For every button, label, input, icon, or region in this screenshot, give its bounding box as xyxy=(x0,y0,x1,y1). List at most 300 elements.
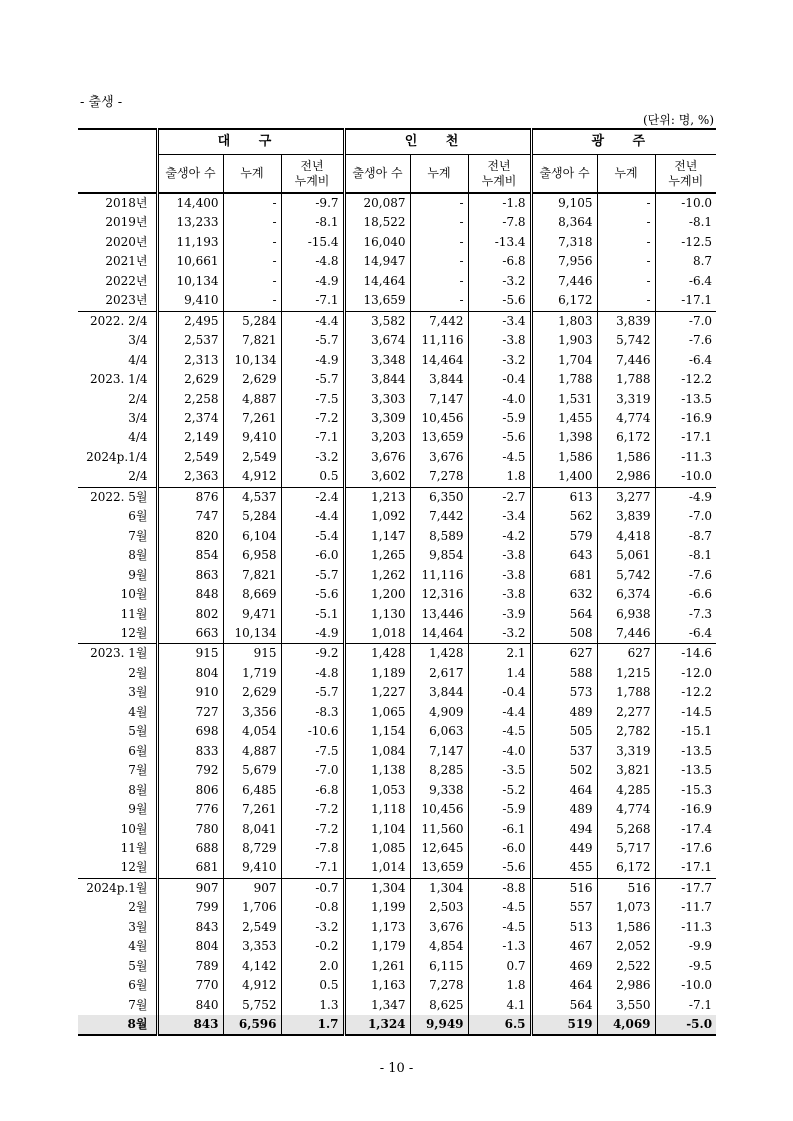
cell-daegu-cumulative: 4,912 xyxy=(223,467,281,487)
cell-incheon-yoy: -4.5 xyxy=(468,898,531,917)
cell-daegu-births: 907 xyxy=(157,878,223,898)
cell-daegu-births: 843 xyxy=(157,918,223,937)
cell-gwangju-yoy: -12.2 xyxy=(655,683,716,702)
row-label: 4월 xyxy=(128,939,148,954)
row-label: 2/4 xyxy=(128,469,148,484)
cell-daegu-births: 820 xyxy=(157,527,223,546)
cell-daegu-yoy: -5.6 xyxy=(281,585,344,604)
cell-gwangju-births: 494 xyxy=(531,820,597,839)
row-label: 2024p.1/4 xyxy=(86,449,148,464)
table-row xyxy=(78,839,716,858)
cell-incheon-cumulative: - xyxy=(410,291,468,311)
cell-incheon-cumulative: 9,949 xyxy=(410,1015,468,1035)
cell-incheon-yoy: -13.4 xyxy=(468,233,531,252)
table-row xyxy=(78,428,716,447)
cell-incheon-yoy: -3.8 xyxy=(468,585,531,604)
row-label: 6월 xyxy=(128,978,148,993)
cell-incheon-births: 1,065 xyxy=(344,703,410,722)
cell-gwangju-births: 8,364 xyxy=(531,213,597,232)
cell-daegu-yoy: 1.7 xyxy=(281,1015,344,1035)
cell-daegu-cumulative: - xyxy=(223,291,281,311)
cell-gwangju-cumulative: 2,986 xyxy=(597,467,655,487)
cell-incheon-cumulative: 2,503 xyxy=(410,898,468,917)
row-label: 12월 xyxy=(120,860,148,875)
cell-gwangju-cumulative: 1,586 xyxy=(597,448,655,467)
cell-incheon-births: 1,130 xyxy=(344,605,410,624)
cell-daegu-yoy: -4.9 xyxy=(281,272,344,291)
cell-daegu-yoy: -2.4 xyxy=(281,487,344,507)
cell-gwangju-yoy: -7.0 xyxy=(655,311,716,331)
cell-daegu-cumulative: 7,261 xyxy=(223,409,281,428)
row-label: 6월 xyxy=(128,743,148,758)
cell-gwangju-yoy: -4.9 xyxy=(655,487,716,507)
cell-incheon-yoy: -5.6 xyxy=(468,428,531,447)
row-label: 2023. 1월 xyxy=(78,644,157,664)
cell-daegu-births: 2,258 xyxy=(157,390,223,409)
cell-daegu-births: 9,410 xyxy=(157,291,223,311)
table-row xyxy=(78,331,716,350)
cell-daegu-births: 876 xyxy=(157,487,223,507)
cell-incheon-cumulative: 3,844 xyxy=(410,683,468,702)
cell-daegu-cumulative: 2,629 xyxy=(223,683,281,702)
cell-gwangju-births: 6,172 xyxy=(531,291,597,311)
cell-gwangju-cumulative: 4,774 xyxy=(597,800,655,819)
cell-incheon-cumulative: 10,456 xyxy=(410,409,468,428)
cell-daegu-cumulative: 9,410 xyxy=(223,858,281,878)
cell-daegu-yoy: -7.2 xyxy=(281,409,344,428)
cell-incheon-births: 3,844 xyxy=(344,370,410,389)
table-row xyxy=(78,507,716,526)
cell-gwangju-cumulative: 5,742 xyxy=(597,331,655,350)
cell-incheon-births: 1,014 xyxy=(344,858,410,878)
table-row xyxy=(78,351,716,370)
cell-gwangju-births: 469 xyxy=(531,957,597,976)
cell-incheon-yoy: 1.8 xyxy=(468,976,531,995)
cell-daegu-yoy: -0.8 xyxy=(281,898,344,917)
table-row xyxy=(78,311,716,331)
cell-gwangju-cumulative: 1,073 xyxy=(597,898,655,917)
cell-daegu-births: 863 xyxy=(157,566,223,585)
cell-incheon-births: 1,261 xyxy=(344,957,410,976)
table-row xyxy=(78,390,716,409)
cell-daegu-cumulative: 6,485 xyxy=(223,781,281,800)
row-label: 3월 xyxy=(128,919,148,934)
cell-daegu-yoy: -5.7 xyxy=(281,370,344,389)
cell-gwangju-yoy: -13.5 xyxy=(655,742,716,761)
cell-daegu-yoy: -7.2 xyxy=(281,820,344,839)
cell-gwangju-cumulative: - xyxy=(597,272,655,291)
cell-incheon-cumulative: 6,063 xyxy=(410,722,468,741)
cell-daegu-yoy: -4.8 xyxy=(281,664,344,683)
cell-gwangju-births: 502 xyxy=(531,761,597,780)
cell-daegu-cumulative: - xyxy=(223,272,281,291)
cell-daegu-cumulative: 7,821 xyxy=(223,566,281,585)
cell-gwangju-births: 643 xyxy=(531,546,597,565)
cell-daegu-cumulative: 1,719 xyxy=(223,664,281,683)
cell-gwangju-cumulative: 2,986 xyxy=(597,976,655,995)
table-row xyxy=(78,957,716,976)
cell-daegu-births: 806 xyxy=(157,781,223,800)
cell-daegu-yoy: -4.9 xyxy=(281,351,344,370)
cell-gwangju-births: 449 xyxy=(531,839,597,858)
cell-daegu-cumulative: 6,958 xyxy=(223,546,281,565)
cell-gwangju-births: 557 xyxy=(531,898,597,917)
row-label: 9월 xyxy=(128,802,148,817)
page-number: - 10 - xyxy=(379,1061,414,1076)
cell-incheon-births: 20,087 xyxy=(344,193,410,213)
cell-gwangju-births: 7,318 xyxy=(531,233,597,252)
cell-daegu-cumulative: 10,134 xyxy=(223,351,281,370)
cell-incheon-cumulative: 3,676 xyxy=(410,448,468,467)
cell-gwangju-cumulative: 6,172 xyxy=(597,428,655,447)
cell-incheon-births: 1,163 xyxy=(344,976,410,995)
table-row xyxy=(78,878,716,898)
cell-gwangju-cumulative: 5,268 xyxy=(597,820,655,839)
cell-daegu-yoy: -7.0 xyxy=(281,761,344,780)
cell-gwangju-yoy: -13.5 xyxy=(655,761,716,780)
cell-incheon-cumulative: 12,316 xyxy=(410,585,468,604)
cell-daegu-cumulative: 4,887 xyxy=(223,390,281,409)
cell-daegu-births: 13,233 xyxy=(157,213,223,232)
section-title: - 출생 - xyxy=(80,95,123,110)
cell-gwangju-yoy: -16.9 xyxy=(655,409,716,428)
cell-daegu-cumulative: 6,104 xyxy=(223,527,281,546)
cell-incheon-yoy: -3.8 xyxy=(468,331,531,350)
row-label: 2/4 xyxy=(128,391,148,406)
cell-daegu-yoy: 2.0 xyxy=(281,957,344,976)
cell-daegu-cumulative: 8,041 xyxy=(223,820,281,839)
row-label: 2021년 xyxy=(105,254,148,269)
cell-daegu-births: 780 xyxy=(157,820,223,839)
cell-daegu-cumulative: 4,912 xyxy=(223,976,281,995)
cell-incheon-cumulative: - xyxy=(410,193,468,213)
table-row xyxy=(78,409,716,428)
cell-daegu-yoy: -9.7 xyxy=(281,193,344,213)
cell-gwangju-cumulative: 5,061 xyxy=(597,546,655,565)
cell-incheon-births: 3,674 xyxy=(344,331,410,350)
cell-incheon-births: 1,084 xyxy=(344,742,410,761)
column-header-row xyxy=(78,155,716,194)
cell-gwangju-yoy: -11.3 xyxy=(655,918,716,937)
cell-daegu-births: 10,661 xyxy=(157,252,223,271)
cell-incheon-births: 1,018 xyxy=(344,624,410,644)
table-row xyxy=(78,722,716,741)
cell-gwangju-cumulative: 6,938 xyxy=(597,605,655,624)
table-row xyxy=(78,546,716,565)
cell-gwangju-births: 508 xyxy=(531,624,597,644)
table-row xyxy=(78,624,716,644)
birth-statistics-table xyxy=(78,128,716,1036)
row-label: 2월 xyxy=(128,900,148,915)
col-yoy: 전년 누계비 xyxy=(468,155,531,194)
cell-gwangju-yoy: -17.7 xyxy=(655,878,716,898)
cell-daegu-cumulative: 2,549 xyxy=(223,918,281,937)
cell-incheon-yoy: -4.4 xyxy=(468,703,531,722)
cell-gwangju-cumulative: - xyxy=(597,252,655,271)
cell-gwangju-yoy: -7.3 xyxy=(655,605,716,624)
cell-incheon-cumulative: 8,625 xyxy=(410,996,468,1015)
row-label: 11월 xyxy=(120,840,148,855)
cell-daegu-births: 663 xyxy=(157,624,223,644)
cell-gwangju-yoy: -12.5 xyxy=(655,233,716,252)
cell-gwangju-births: 7,446 xyxy=(531,272,597,291)
cell-incheon-yoy: -5.9 xyxy=(468,800,531,819)
cell-gwangju-births: 562 xyxy=(531,507,597,526)
cell-daegu-births: 792 xyxy=(157,761,223,780)
cell-daegu-yoy: -7.5 xyxy=(281,742,344,761)
cell-incheon-births: 1,199 xyxy=(344,898,410,917)
cell-daegu-yoy: -5.1 xyxy=(281,605,344,624)
cell-daegu-births: 804 xyxy=(157,664,223,683)
cell-incheon-yoy: 0.7 xyxy=(468,957,531,976)
cell-incheon-births: 3,309 xyxy=(344,409,410,428)
cell-gwangju-yoy: -15.1 xyxy=(655,722,716,741)
cell-incheon-yoy: -1.3 xyxy=(468,937,531,956)
cell-gwangju-yoy: -16.9 xyxy=(655,800,716,819)
cell-gwangju-births: 467 xyxy=(531,937,597,956)
cell-incheon-births: 1,138 xyxy=(344,761,410,780)
row-label: 3월 xyxy=(128,685,148,700)
cell-daegu-births: 915 xyxy=(157,644,223,664)
cell-gwangju-yoy: -12.2 xyxy=(655,370,716,389)
cell-incheon-cumulative: 7,442 xyxy=(410,507,468,526)
region-header-daegu: 대 구 xyxy=(157,129,344,155)
col-cumulative: 누계 xyxy=(410,155,468,194)
cell-daegu-cumulative: 9,471 xyxy=(223,605,281,624)
table-row xyxy=(78,742,716,761)
cell-incheon-yoy: -7.8 xyxy=(468,213,531,232)
cell-gwangju-births: 505 xyxy=(531,722,597,741)
cell-gwangju-births: 1,704 xyxy=(531,351,597,370)
cell-incheon-yoy: -6.8 xyxy=(468,252,531,271)
table-row xyxy=(78,683,716,702)
cell-incheon-yoy: -3.2 xyxy=(468,272,531,291)
cell-gwangju-births: 513 xyxy=(531,918,597,937)
cell-gwangju-cumulative: 1,215 xyxy=(597,664,655,683)
cell-daegu-cumulative: 7,821 xyxy=(223,331,281,350)
cell-gwangju-births: 464 xyxy=(531,781,597,800)
cell-daegu-cumulative: 5,752 xyxy=(223,996,281,1015)
cell-incheon-cumulative: 7,442 xyxy=(410,311,468,331)
cell-incheon-yoy: 1.8 xyxy=(468,467,531,487)
cell-incheon-yoy: -4.5 xyxy=(468,448,531,467)
cell-daegu-cumulative: 3,356 xyxy=(223,703,281,722)
table-row xyxy=(78,1015,716,1035)
cell-daegu-births: 2,495 xyxy=(157,311,223,331)
cell-incheon-cumulative: - xyxy=(410,272,468,291)
col-cumulative: 누계 xyxy=(597,155,655,194)
table-row xyxy=(78,272,716,291)
cell-daegu-yoy: -5.4 xyxy=(281,527,344,546)
cell-gwangju-births: 1,586 xyxy=(531,448,597,467)
cell-gwangju-yoy: -17.1 xyxy=(655,858,716,878)
cell-daegu-births: 840 xyxy=(157,996,223,1015)
cell-incheon-cumulative: 13,659 xyxy=(410,428,468,447)
row-label: 3/4 xyxy=(128,410,148,425)
cell-incheon-cumulative: 13,446 xyxy=(410,605,468,624)
cell-gwangju-yoy: -7.6 xyxy=(655,566,716,585)
table-row xyxy=(78,800,716,819)
table-row xyxy=(78,937,716,956)
cell-daegu-yoy: 1.3 xyxy=(281,996,344,1015)
cell-gwangju-yoy: -14.6 xyxy=(655,644,716,664)
region-header-gwangju: 광 주 xyxy=(531,129,716,155)
row-label: 11월 xyxy=(120,606,148,621)
cell-gwangju-yoy: -6.4 xyxy=(655,624,716,644)
cell-gwangju-births: 627 xyxy=(531,644,597,664)
cell-gwangju-yoy: -17.4 xyxy=(655,820,716,839)
cell-gwangju-births: 9,105 xyxy=(531,193,597,213)
cell-gwangju-cumulative: 3,839 xyxy=(597,311,655,331)
cell-gwangju-yoy: -12.0 xyxy=(655,664,716,683)
table-row xyxy=(78,664,716,683)
row-label: 5월 xyxy=(128,958,148,973)
cell-gwangju-births: 1,400 xyxy=(531,467,597,487)
table-row xyxy=(78,996,716,1015)
cell-incheon-cumulative: 2,617 xyxy=(410,664,468,683)
table-row xyxy=(78,527,716,546)
cell-incheon-yoy: -3.8 xyxy=(468,566,531,585)
cell-gwangju-births: 7,956 xyxy=(531,252,597,271)
col-births: 출생아 수 xyxy=(157,155,223,194)
cell-daegu-yoy: -0.7 xyxy=(281,878,344,898)
cell-daegu-cumulative: 4,054 xyxy=(223,722,281,741)
cell-incheon-yoy: 2.1 xyxy=(468,644,531,664)
row-label: 7월 xyxy=(128,997,148,1012)
cell-incheon-yoy: -3.4 xyxy=(468,507,531,526)
cell-incheon-yoy: 6.5 xyxy=(468,1015,531,1035)
cell-incheon-births: 1,179 xyxy=(344,937,410,956)
cell-daegu-births: 776 xyxy=(157,800,223,819)
cell-daegu-births: 848 xyxy=(157,585,223,604)
cell-incheon-yoy: -6.0 xyxy=(468,839,531,858)
cell-incheon-yoy: -3.8 xyxy=(468,546,531,565)
cell-daegu-cumulative: 3,353 xyxy=(223,937,281,956)
cell-incheon-yoy: -5.6 xyxy=(468,858,531,878)
cell-incheon-cumulative: 14,464 xyxy=(410,351,468,370)
unit-note: (단위: 명, %) xyxy=(642,113,714,127)
cell-gwangju-cumulative: 4,285 xyxy=(597,781,655,800)
cell-daegu-yoy: -7.1 xyxy=(281,858,344,878)
cell-daegu-yoy: -9.2 xyxy=(281,644,344,664)
cell-daegu-yoy: -4.8 xyxy=(281,252,344,271)
cell-daegu-yoy: -8.1 xyxy=(281,213,344,232)
row-label: 4/4 xyxy=(128,430,148,445)
cell-gwangju-yoy: -10.0 xyxy=(655,193,716,213)
cell-daegu-births: 770 xyxy=(157,976,223,995)
cell-gwangju-cumulative: 4,774 xyxy=(597,409,655,428)
row-label: 2월 xyxy=(128,665,148,680)
cell-incheon-births: 3,303 xyxy=(344,390,410,409)
cell-daegu-yoy: -4.4 xyxy=(281,507,344,526)
cell-gwangju-cumulative: 6,172 xyxy=(597,858,655,878)
cell-incheon-yoy: -5.9 xyxy=(468,409,531,428)
cell-daegu-yoy: -7.1 xyxy=(281,428,344,447)
cell-incheon-births: 3,582 xyxy=(344,311,410,331)
cell-incheon-yoy: -6.1 xyxy=(468,820,531,839)
row-label: 8월 xyxy=(128,548,148,563)
table-row xyxy=(78,252,716,271)
cell-daegu-births: 2,313 xyxy=(157,351,223,370)
cell-daegu-cumulative: 8,729 xyxy=(223,839,281,858)
cell-gwangju-cumulative: - xyxy=(597,193,655,213)
cell-gwangju-yoy: -6.4 xyxy=(655,272,716,291)
cell-gwangju-yoy: 8.7 xyxy=(655,252,716,271)
cell-daegu-yoy: 0.5 xyxy=(281,976,344,995)
table-row xyxy=(78,487,716,507)
table-row xyxy=(78,370,716,389)
cell-daegu-births: 910 xyxy=(157,683,223,702)
cell-incheon-births: 16,040 xyxy=(344,233,410,252)
cell-gwangju-cumulative: 4,418 xyxy=(597,527,655,546)
cell-daegu-births: 854 xyxy=(157,546,223,565)
cell-gwangju-yoy: -9.9 xyxy=(655,937,716,956)
cell-daegu-births: 747 xyxy=(157,507,223,526)
cell-gwangju-cumulative: 1,788 xyxy=(597,683,655,702)
cell-daegu-births: 727 xyxy=(157,703,223,722)
cell-gwangju-yoy: -6.4 xyxy=(655,351,716,370)
cell-gwangju-births: 564 xyxy=(531,605,597,624)
cell-gwangju-births: 1,903 xyxy=(531,331,597,350)
cell-daegu-births: 2,149 xyxy=(157,428,223,447)
table-row xyxy=(78,703,716,722)
cell-gwangju-yoy: -11.3 xyxy=(655,448,716,467)
cell-daegu-yoy: -7.2 xyxy=(281,800,344,819)
cell-incheon-cumulative: 7,278 xyxy=(410,467,468,487)
row-label: 2019년 xyxy=(105,215,148,230)
row-label: 2018년 xyxy=(105,196,148,210)
cell-gwangju-cumulative: 2,277 xyxy=(597,703,655,722)
cell-incheon-births: 1,189 xyxy=(344,664,410,683)
cell-gwangju-births: 489 xyxy=(531,800,597,819)
cell-gwangju-births: 588 xyxy=(531,664,597,683)
row-label: 2023. 1/4 xyxy=(90,372,148,387)
cell-gwangju-yoy: -17.6 xyxy=(655,839,716,858)
col-births: 출생아 수 xyxy=(531,155,597,194)
table-row xyxy=(78,918,716,937)
cell-gwangju-births: 564 xyxy=(531,996,597,1015)
cell-daegu-yoy: -3.2 xyxy=(281,448,344,467)
corner-cell xyxy=(78,155,157,194)
cell-daegu-cumulative: 2,549 xyxy=(223,448,281,467)
cell-incheon-cumulative: 7,147 xyxy=(410,390,468,409)
cell-incheon-cumulative: 3,676 xyxy=(410,918,468,937)
cell-daegu-yoy: -5.7 xyxy=(281,331,344,350)
cell-daegu-births: 681 xyxy=(157,858,223,878)
cell-daegu-births: 2,374 xyxy=(157,409,223,428)
cell-incheon-cumulative: 11,116 xyxy=(410,331,468,350)
table-row xyxy=(78,193,716,213)
cell-incheon-cumulative: 1,428 xyxy=(410,644,468,664)
cell-daegu-births: 802 xyxy=(157,605,223,624)
cell-daegu-births: 14,400 xyxy=(157,193,223,213)
row-label: 2022. 2/4 xyxy=(78,311,157,331)
cell-daegu-cumulative: 907 xyxy=(223,878,281,898)
cell-gwangju-cumulative: 3,550 xyxy=(597,996,655,1015)
cell-incheon-yoy: -8.8 xyxy=(468,878,531,898)
cell-incheon-births: 14,947 xyxy=(344,252,410,271)
cell-gwangju-yoy: -5.0 xyxy=(655,1015,716,1035)
table-row xyxy=(78,585,716,604)
cell-incheon-births: 3,348 xyxy=(344,351,410,370)
cell-gwangju-cumulative: - xyxy=(597,233,655,252)
cell-incheon-yoy: 4.1 xyxy=(468,996,531,1015)
cell-gwangju-cumulative: 5,742 xyxy=(597,566,655,585)
cell-incheon-cumulative: 8,285 xyxy=(410,761,468,780)
cell-daegu-cumulative: 1,706 xyxy=(223,898,281,917)
cell-gwangju-births: 489 xyxy=(531,703,597,722)
cell-incheon-cumulative: 11,116 xyxy=(410,566,468,585)
